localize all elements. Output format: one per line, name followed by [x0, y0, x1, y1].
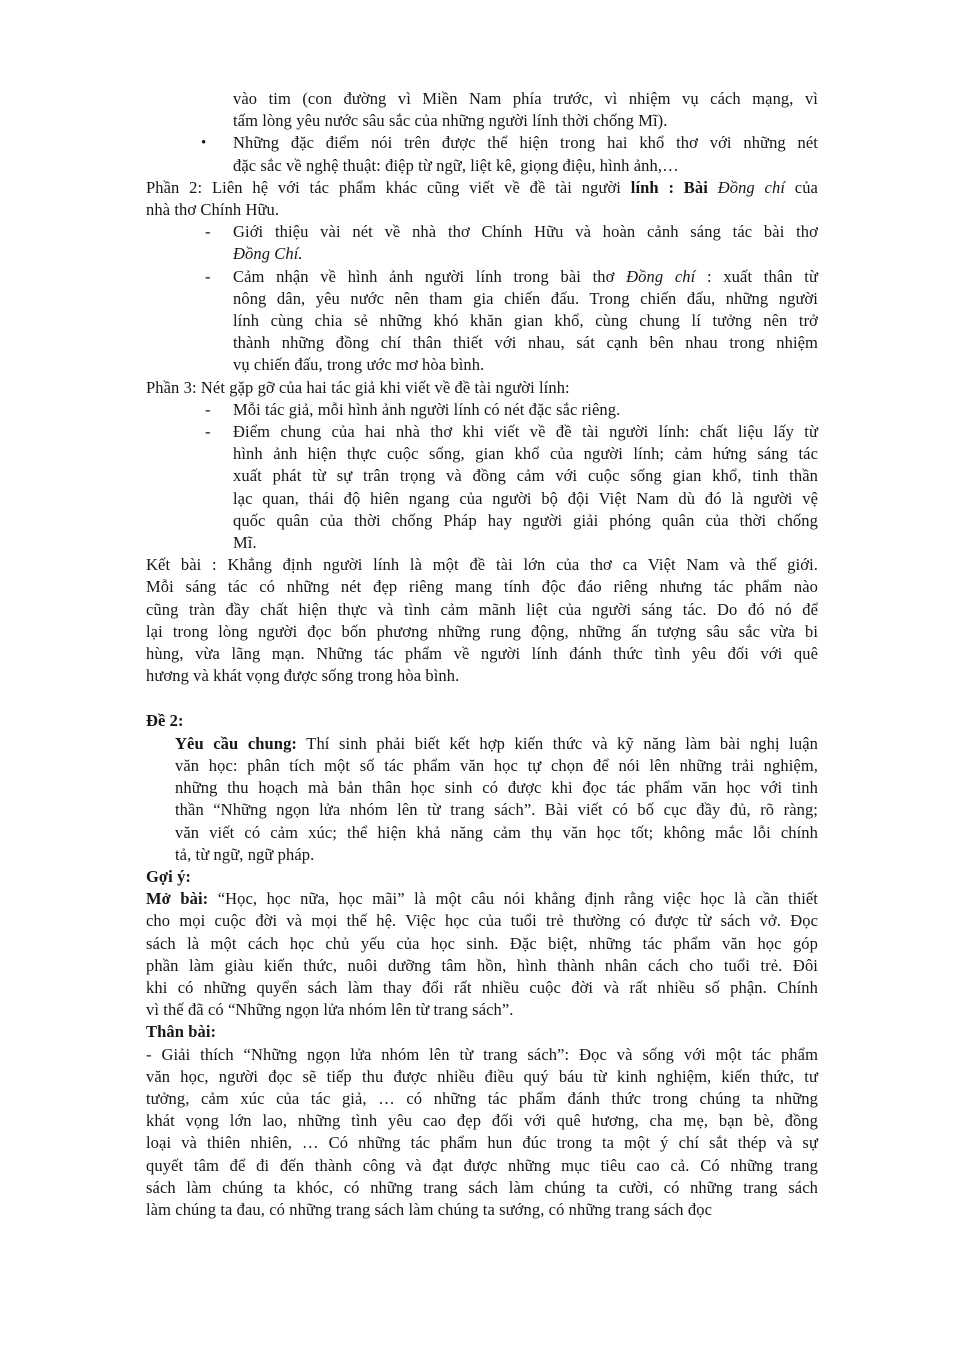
text-run: Thân bài: [146, 1022, 217, 1042]
text-run: : xuất thân từ [695, 266, 818, 286]
text-line [146, 977, 818, 999]
text-run: những thu hoạch mà bản thân học sinh có được khi đọc tác phẩm văn học với tinh [175, 778, 818, 798]
text-line [233, 110, 818, 132]
text-run: Mĩ. [233, 533, 257, 553]
text-run: làm chúng ta đau, có những trang sách làm chúng ta sướng, có những trang sách đọc [146, 1199, 713, 1219]
text-run: tưởng, cảm xúc của tác giả, … có những tác phẩm đánh thức trong chúng ta những [146, 1088, 818, 1108]
text-run: Đồng chí [626, 266, 696, 286]
text-line [205, 399, 818, 421]
text-line [146, 1044, 818, 1066]
text-line [233, 532, 818, 554]
text-run: hương và khát vọng được sống trong hòa bình. [146, 666, 460, 686]
text-line [233, 243, 818, 265]
text-line [233, 510, 818, 532]
text-line [175, 755, 818, 777]
text-run: lạc quan, thái độ hiên ngang của người bộ đội Việt Nam dù đó là người vệ [233, 488, 818, 508]
text-run: Mở bài: [146, 889, 209, 909]
text-line [175, 844, 818, 866]
text-run: lại trong lòng người đọc bốn phương những rung động, những ấn tượng sâu sắc vừa bi [146, 621, 818, 641]
text-line [233, 155, 818, 177]
text-run: “Học, học nữa, học mãi” là một câu nói khẳng định rằng việc học là cần thiết [208, 889, 818, 909]
bullet-list-item [146, 132, 818, 176]
text-run: văn viết có cảm xúc; thể hiện khả năng cảm thụ văn học tốt; không mắc lỗi chính [175, 822, 818, 842]
dash-list-item [146, 421, 818, 554]
text-run: Yêu cầu chung: [175, 733, 298, 753]
text-line [233, 310, 818, 332]
text-line [146, 1177, 818, 1199]
text-line [146, 377, 818, 399]
text-line [146, 1110, 818, 1132]
text-line [233, 488, 818, 510]
dash-marker: - [205, 399, 211, 419]
text-line [146, 1021, 818, 1043]
text-line [146, 1088, 818, 1110]
paragraph [146, 1044, 818, 1222]
text-run: văn học: phân tích một số tác phẩm văn học tự chọn để nói lên những trải nghiệm, [175, 755, 818, 775]
text-line [146, 999, 818, 1021]
text-run: Giới thiệu vài nét về nhà thơ Chính Hữu và hoàn cảnh sáng tác bài thơ [233, 222, 818, 242]
text-run: Kết bài : Khẳng định người lính là một đề tài lớn của thơ ca Việt Nam và thế giới. [146, 555, 818, 575]
text-run: quốc quân của thời chống Pháp hay người giải phóng quân của thời chống [233, 510, 818, 530]
text-run: xuất phát từ sự trân trọng và đồng cảm với cuộc sống gian khổ, tinh thần [233, 466, 818, 486]
text-run: khi có những quyển sách làm thay đổi rất nhiều cuộc đời và rất nhiều số phận. Chính [146, 977, 818, 997]
text-run: vụ chiến đấu, trong ước mơ hòa bình. [233, 355, 485, 375]
text-run: Đề 2: [146, 711, 184, 731]
text-line [146, 621, 818, 643]
text-line [175, 777, 818, 799]
text-run: thành những đồng chí thân thiết với nhau, sát cạnh bên nhau trong nhiệm [233, 333, 818, 353]
bullet-icon: • [201, 135, 207, 152]
text-line [146, 599, 818, 621]
text-run: thần “Những ngọn lửa nhóm lên từ trang sách”. Bài viết có bố cục đầy đủ, rõ ràng; [175, 800, 818, 820]
text-line [205, 421, 818, 443]
paragraph-continuation [146, 88, 818, 132]
text-run: nhà thơ Chính Hữu. [146, 200, 280, 220]
text-run: cũng tràn đầy chất hiện thực và tình cảm mãnh liệt của người sáng tác. Do đó nó để [146, 599, 818, 619]
text-line [146, 866, 818, 888]
dash-list-item [146, 399, 818, 421]
text-run: cho mọi cuộc đời và mọi thế hệ. Việc học của tuổi trẻ thường có được từ sách vở. Đọc [146, 911, 818, 931]
blank-line [146, 687, 818, 710]
text-line [146, 955, 818, 977]
text-line [146, 1155, 818, 1177]
text-run: nông dân, yêu nước nên tham gia chiến đấu. Trong chiến đấu, những người [233, 288, 818, 308]
paragraph [146, 177, 818, 221]
text-run: tả, từ ngữ, ngữ pháp. [175, 844, 315, 864]
text-run: Đồng Chí. [233, 244, 303, 264]
text-run: Đồng chí [717, 177, 786, 197]
text-line [175, 822, 818, 844]
text-run: sách làm chúng ta khóc, có những trang sách làm chúng ta cười, có những trang sách [146, 1177, 818, 1197]
section-heading [146, 710, 818, 732]
paragraph [146, 888, 818, 1021]
text-line [146, 177, 818, 199]
text-run: văn học, người đọc sẽ tiếp thu được nhiều điều quý báu từ kinh nghiệm, kiến thức, tư [146, 1066, 818, 1086]
text-run: Mỗi tác giả, mỗi hình ảnh người lính có nét đặc sắc riêng. [233, 399, 621, 419]
text-run: đặc sắc về nghệ thuật: điệp từ ngữ, liệt kê, giọng điệu, hình ảnh,… [233, 155, 679, 175]
text-run: Phần 2: Liên hệ với tác phẩm khác cũng viết về đề tài người [146, 177, 631, 197]
text-run: Cảm nhận về hình ảnh người lính trong bài thơ [233, 266, 627, 286]
text-line [233, 354, 818, 376]
text-line [146, 1066, 818, 1088]
text-run: tấm lòng yêu nước sâu sắc của những người lính thời chống Mĩ). [233, 111, 668, 131]
text-run: hình ảnh hiện thực cuộc sống, gian khổ của người lính; cảm hứng sáng tác [233, 444, 818, 464]
text-line [146, 665, 818, 687]
text-run: Những đặc điểm nói trên được thể hiện trong hai khổ thơ với những nét [233, 133, 818, 153]
text-line [175, 733, 818, 755]
dash-marker: - [205, 422, 211, 442]
text-run: khát vọng lớn lao, những tình yêu cao đẹp đối với quê hương, cha mẹ, bạn bè, đồng [146, 1111, 818, 1131]
text-line [146, 199, 818, 221]
text-line [146, 576, 818, 598]
text-line [146, 933, 818, 955]
dash-list-item [146, 221, 818, 265]
text-line [146, 710, 818, 732]
text-line [233, 332, 818, 354]
text-run: sách là một cách học chủ yếu của học sinh. Đặc biệt, những tác phẩm văn học góp [146, 933, 818, 953]
text-run: Điểm chung của hai nhà thơ khi viết về đề tài người lính: chất liệu lấy từ [233, 422, 818, 442]
text-line [233, 465, 818, 487]
text-line [146, 1132, 818, 1154]
text-line [205, 221, 818, 243]
text-run: vào tim (con đường vì Miền Nam phía trước, vì nhiệm vụ cách mạng, vì [233, 89, 818, 108]
text-line [233, 443, 818, 465]
text-run: vì thế đã có “Những ngọn lửa nhóm lên từ trang sách”. [146, 1000, 514, 1020]
dash-list-item [146, 266, 818, 377]
text-run: lính cùng chia sẻ những khó khăn gian khổ, cùng chung lí tưởng nên trở [233, 311, 818, 331]
dash-marker: - [205, 266, 211, 286]
text-line [146, 888, 818, 910]
text-run: của [785, 177, 818, 197]
text-line [201, 132, 818, 154]
text-run: Phần 3: Nét gặp gỡ của hai tác giả khi viết về đề tài người lính: [146, 377, 570, 397]
text-line [146, 643, 818, 665]
dash-marker: - [205, 222, 211, 242]
text-run: phần làm giàu kiến thức, nuôi dưỡng tâm hồn, hình thành nhân cách cho tuổi trẻ. Đôi [146, 955, 818, 975]
text-run: - Giải thích “Những ngọn lửa nhóm lên từ trang sách”: Đọc và sống với một tác phẩm [146, 1044, 818, 1064]
text-line [205, 266, 818, 288]
section-heading [146, 866, 818, 888]
text-line [233, 88, 818, 110]
section-heading [146, 1021, 818, 1043]
paragraph [146, 377, 818, 399]
text-run: Mỗi sáng tác có những nét đẹp riêng mang tính độc đáo riêng nhưng tác phẩm nào [146, 577, 818, 597]
text-line [146, 554, 818, 576]
paragraph [146, 733, 818, 866]
text-run: quyết tâm để đi đến thành công và đạt được những mục tiêu cao cả. Có những trang [146, 1155, 818, 1175]
text-run: Thí sinh phải biết kết hợp kiến thức và kỹ năng làm bài nghị luận [297, 733, 818, 753]
text-line [146, 1199, 818, 1221]
paragraph [146, 554, 818, 687]
text-run: loại và thiên nhiên, … Có những tác phẩm hun đúc trong ta một ý chí sắt thép và sự [146, 1133, 818, 1153]
text-run: lính : Bài [630, 177, 718, 197]
text-run: hùng, vừa lãng mạn. Những tác phẩm về người lính đánh thức tình yêu đối với quê [146, 644, 818, 664]
document-body [146, 88, 818, 1221]
text-line [233, 288, 818, 310]
text-line [146, 910, 818, 932]
text-run: Gợi ý: [146, 866, 192, 886]
text-line [175, 799, 818, 821]
